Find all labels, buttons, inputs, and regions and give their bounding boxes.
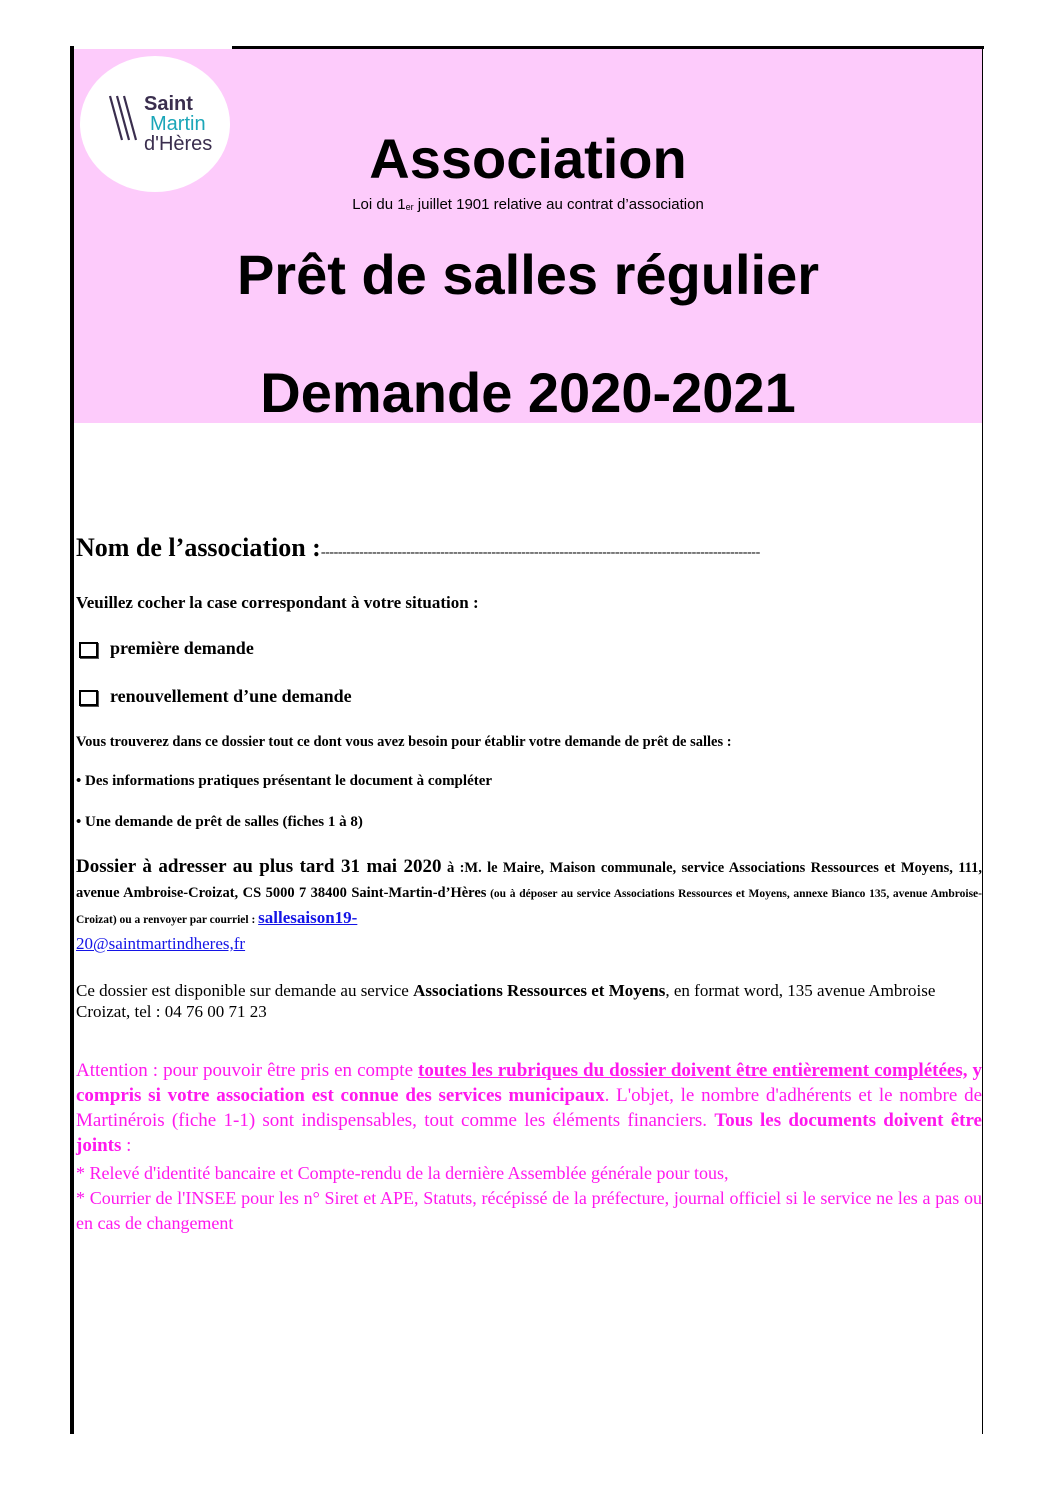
logo-word-dheres: d'Hères: [144, 133, 213, 155]
dossier-intro: Vous trouverez dans ce dossier tout ce dont vous avez besoin pour établir votre demande de prêt de salles :: [76, 734, 732, 750]
required-docs-all: * Relevé d'identité bancaire et Compte-rendu de la dernière Assemblée générale pour tous,: [76, 1163, 729, 1183]
page-border-right: [982, 46, 983, 1434]
law-reference: [74, 196, 982, 215]
law-reference-sup: er: [405, 202, 414, 212]
attention-intro: Attention : pour pouvoir être pris en compte: [76, 1060, 419, 1081]
document-title: Association: [369, 127, 687, 190]
deadline-text: Dossier à adresser au plus tard 31 mai 2020: [76, 856, 442, 877]
first-request-label: première demande: [110, 638, 254, 658]
checkbox-instruction: Veuillez cocher la case correspondant à votre situation :: [76, 593, 479, 612]
drop-off-note: (ou à déposer au service Associations Ressources et Moyens, annexe Bianco 135, avenue Ambroise-Croizat) ou a renvoyer par courriel :: [76, 888, 982, 926]
first-request-checkbox[interactable]: [79, 642, 98, 658]
email-link-part2[interactable]: 20@saintmartindheres,fr: [76, 934, 246, 953]
attention-colon: :: [121, 1135, 132, 1156]
association-name-field[interactable]: [76, 532, 760, 569]
logo-word-saint: Saint: [144, 93, 193, 115]
law-reference-part1: Loi du 1: [352, 196, 406, 213]
logo-word-martin: Martin: [150, 113, 206, 135]
email-link-part1[interactable]: sallesaison19-: [258, 908, 358, 927]
attention-paragraph: [76, 1058, 982, 1158]
dossier-submission-paragraph: [76, 855, 982, 958]
attention-details: . L'objet, le nombre d'adhérents et le nombre de Martinérois (fiche 1-1) sont indispensables, tout comme les éléments financiers.: [76, 1085, 982, 1131]
association-name-blank[interactable]: -------------------------------------------------------------------------------------------------------: [320, 545, 760, 560]
request-year-title: Demande 2020-2021: [260, 361, 796, 424]
attention-documents: Tous les documents doivent être joints: [76, 1110, 982, 1156]
attention-bold: y compris si votre association est connue des services municipaux: [76, 1060, 983, 1106]
availability-service: Associations Ressources et Moyens: [413, 981, 666, 1000]
availability-text-2: , en format word, 135 avenue Ambroise Croizat, tel : 04 76 00 71 23: [76, 981, 936, 1021]
document-subtitle: Prêt de salles régulier: [236, 243, 820, 306]
mailing-address: à :M. le Maire, Maison communale, service Associations Ressources et Moyens, 111, avenue Ambroise-Croizat, CS 5000 7 38400 Saint-Martin-d’Hères: [76, 860, 982, 901]
renewal-request-label: renouvellement d’une demande: [110, 686, 352, 706]
availability-text-1: Ce dossier est disponible sur demande au service: [76, 981, 414, 1000]
attention-underlined: toutes les rubriques du dossier doivent être entièrement complétées,: [418, 1060, 968, 1081]
availability-paragraph: [76, 980, 982, 1022]
bullet-request-forms: • Une demande de prêt de salles (fiches 1 à 8): [76, 814, 363, 830]
renewal-request-checkbox[interactable]: [79, 690, 98, 706]
association-name-label: Nom de l’association :: [76, 533, 321, 562]
bullet-practical-info: • Des informations pratiques présentant le document à compléter: [76, 773, 493, 789]
law-reference-part2: juillet 1901 relative au contrat d’association: [413, 196, 704, 213]
required-docs-insee: * Courrier de l'INSEE pour les n° Siret et APE, Statuts, récépissé de la préfecture, journal officiel si le service ne les a pas ou en cas de changement: [76, 1188, 982, 1233]
